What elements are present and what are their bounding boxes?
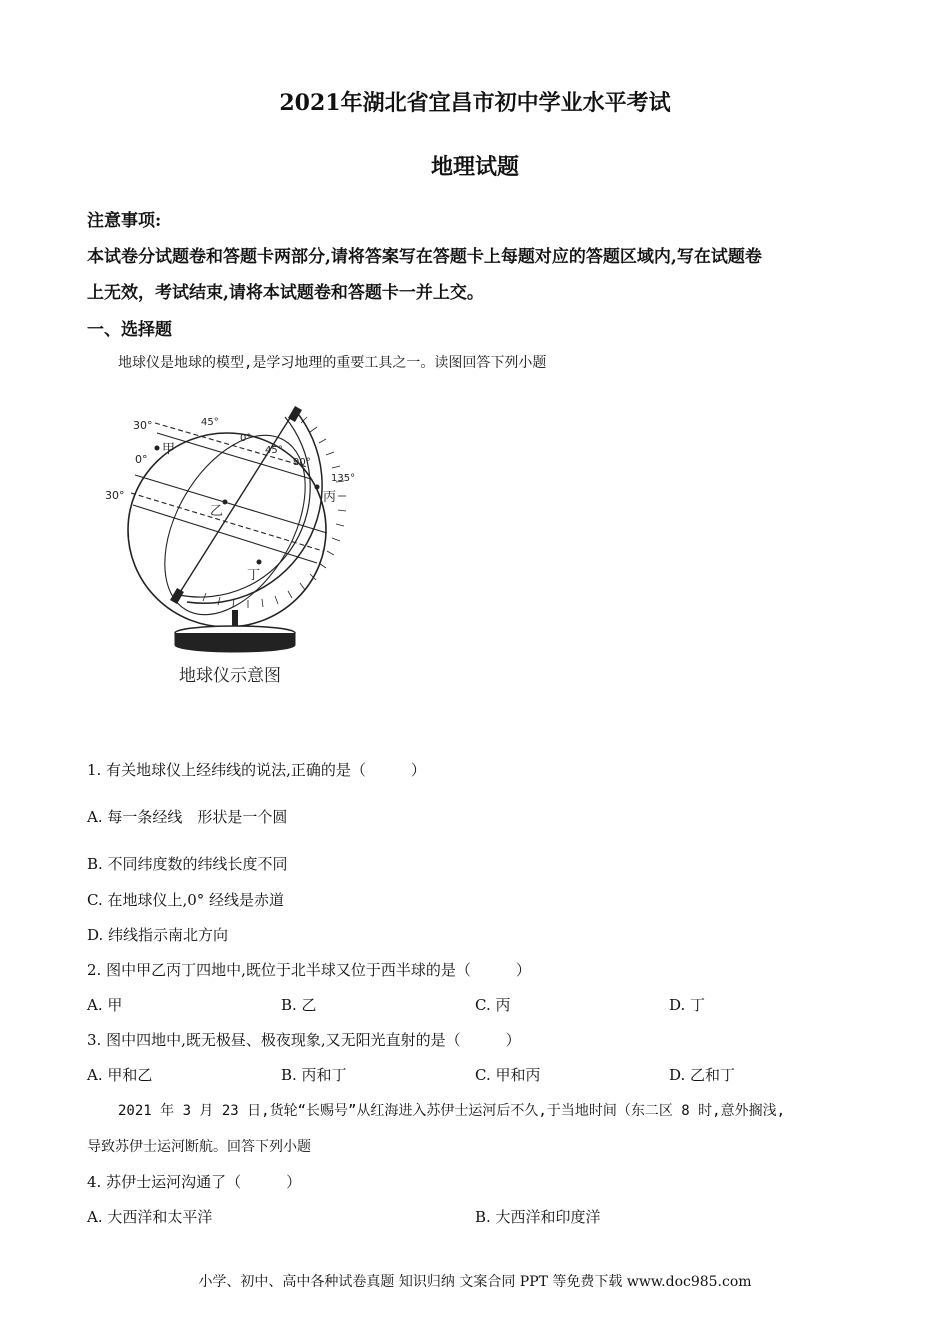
notice-line-1: 本试卷分试题卷和答题卡两部分,请将答案写在答题卡上每题对应的答题区域内,写在试题卷 <box>87 247 762 267</box>
exam-title: 2021年湖北省宜昌市初中学业水平考试 <box>279 90 671 116</box>
label-lat30-bottom: 30° <box>105 489 125 502</box>
q4-stem: 4. 苏伊士运河沟通了（ ） <box>87 1173 302 1191</box>
footer-text: 小学、初中、高中各种试卷真题 知识归纳 文案合同 PPT 等免费下载 www.doc985.com <box>198 1274 752 1290</box>
figure-caption: 地球仪示意图 <box>179 666 281 686</box>
q2-option-b: B. 乙 <box>281 996 317 1014</box>
notice-line-2: 上无效，考试结束,请将本试题卷和答题卡一并上交。 <box>87 283 484 303</box>
q3-option-c: C. 甲和丙 <box>475 1066 541 1084</box>
equator <box>135 475 327 533</box>
latitude-30n <box>157 433 311 479</box>
exam-subtitle: 地理试题 <box>430 154 519 180</box>
q3-option-a: A. 甲和乙 <box>87 1066 153 1084</box>
q2-stem: 2. 图中甲乙丙丁四地中,既位于北半球又位于西半球的是（ ） <box>87 961 531 979</box>
label-lon45w: 45° <box>201 417 219 428</box>
label-bing: 丙 <box>323 490 337 505</box>
stand-base <box>175 633 295 652</box>
label-jia: 甲 <box>162 442 176 457</box>
q1-option-a: A. 每一条经线 形状是一个圆 <box>87 808 288 826</box>
intro-suez-line-2: 导致苏伊士运河断航。回答下列小题 <box>87 1139 311 1155</box>
point-jia <box>155 446 160 451</box>
label-lat0: 0° <box>135 453 148 466</box>
point-ding <box>257 560 262 565</box>
notice-heading: 注意事项: <box>87 211 162 231</box>
label-yi: 乙 <box>210 504 224 519</box>
label-lon135: 135° <box>331 473 356 484</box>
intro-globe: 地球仪是地球的模型,是学习地理的重要工具之一。读图回答下列小题 <box>118 355 547 371</box>
label-lat30-top: 30° <box>133 419 153 432</box>
point-yi <box>223 500 228 505</box>
point-bing <box>315 485 320 490</box>
q1-option-b: B. 不同纬度数的纬线长度不同 <box>87 855 288 873</box>
label-lon0: 0° <box>240 433 252 444</box>
latitude-30s <box>133 505 317 563</box>
q2-option-d: D. 丁 <box>669 996 706 1014</box>
q1-option-c: C. 在地球仪上,0° 经线是赤道 <box>87 891 285 909</box>
section-heading: 一、选择题 <box>87 320 172 340</box>
q3-stem: 3. 图中四地中,既无极昼、极夜现象,又无阳光直射的是（ ） <box>87 1031 521 1049</box>
q2-option-c: C. 丙 <box>475 996 511 1014</box>
label-lon45e: 45° <box>265 445 283 456</box>
q4-option-b: B. 大西洋和印度洋 <box>475 1208 601 1226</box>
q1-stem: 1. 有关地球仪上经纬线的说法,正确的是（ ） <box>87 761 426 779</box>
q1-option-d: D. 纬线指示南北方向 <box>87 926 229 944</box>
intro-suez-line-1: 2021 年 3 月 23 日,货轮“长赐号”从红海进入苏伊士运河后不久,于当地时间（东二区 8 时,意外搁浅, <box>118 1103 786 1119</box>
label-lon90: 90° <box>293 457 311 468</box>
meridian-ring-inner <box>179 417 310 597</box>
q3-option-b: B. 丙和丁 <box>281 1066 347 1084</box>
q3-option-d: D. 乙和丁 <box>669 1066 736 1084</box>
globe-figure <box>95 405 375 695</box>
q2-option-a: A. 甲 <box>87 996 123 1014</box>
label-ding: 丁 <box>247 568 261 583</box>
q4-option-a: A. 大西洋和太平洋 <box>87 1208 213 1226</box>
axis-top-cap <box>288 406 302 422</box>
